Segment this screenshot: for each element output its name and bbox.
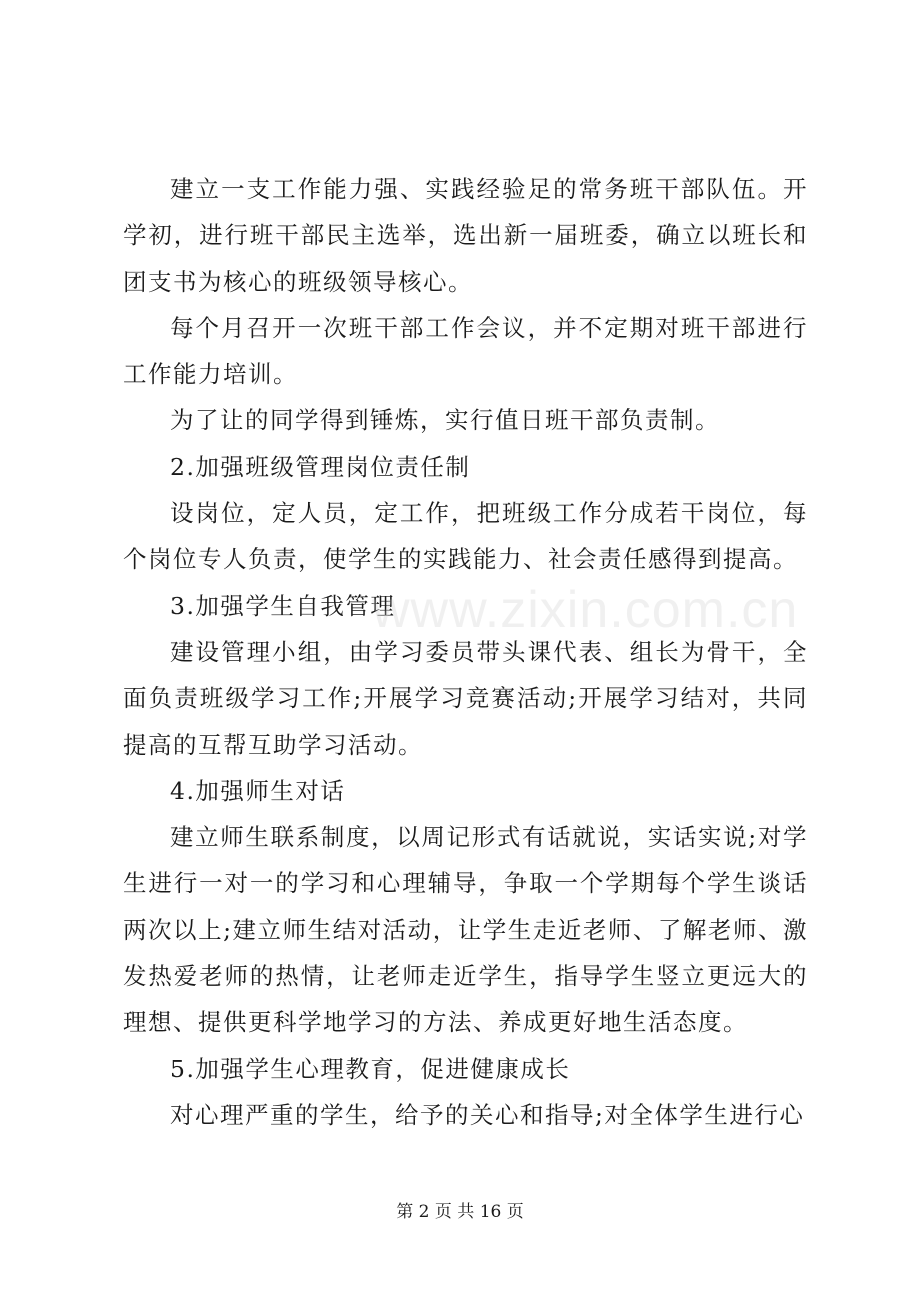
paragraph: 为了让的同学得到锤炼，实行值日班干部负责制。	[170, 406, 720, 435]
paragraph: 建设管理小组，由学习委员带头课代表、组长为骨干，全面负责班级学习工作;开展学习竞赛活动;开展学习结对，共同提高的互帮互助学习活动。	[123, 637, 808, 759]
paragraph: 设岗位，定人员，定工作，把班级工作分成若干岗位，每个岗位专人负责，使学生的实践能力、社会责任感得到提高。	[123, 499, 808, 574]
paragraph: 每个月召开一次班干部工作会议，并不定期对班干部进行工作能力培训。	[123, 313, 808, 389]
paragraph: 对心理严重的学生，给予的关心和指导;对全体学生进行心	[170, 1100, 805, 1129]
section-heading: 3.加强学生自我管理	[170, 591, 396, 620]
paragraph: 建立一支工作能力强、实践经验足的常务班干部队伍。开学初，进行班干部民主选举，选出新一届班委，确立以班长和团支书为核心的班级领导核心。	[123, 175, 808, 296]
watermark: www.zixin.com.cn	[372, 581, 799, 639]
section-heading: 5.加强学生心理教育，促进健康成长	[170, 1054, 571, 1083]
document-body	[123, 166, 808, 1138]
section-heading: 2.加强班级管理岗位责任制	[170, 452, 471, 481]
paragraph: 建立师生联系制度，以周记形式有话就说，实话实说;对学生进行一对一的学习和心理辅导，争取一个学期每个学生谈话两次以上;建立师生结对活动，让学生走近老师、了解老师、激发热爱老师的热情，让老师走近学生，指导学生竖立更远大的理想、提供更科学地学习的方法、养成更好地生活态度。	[123, 823, 808, 1037]
page-number-footer: 第 2 页 共 16 页	[396, 1202, 524, 1222]
section-heading: 4.加强师生对话	[170, 776, 346, 805]
